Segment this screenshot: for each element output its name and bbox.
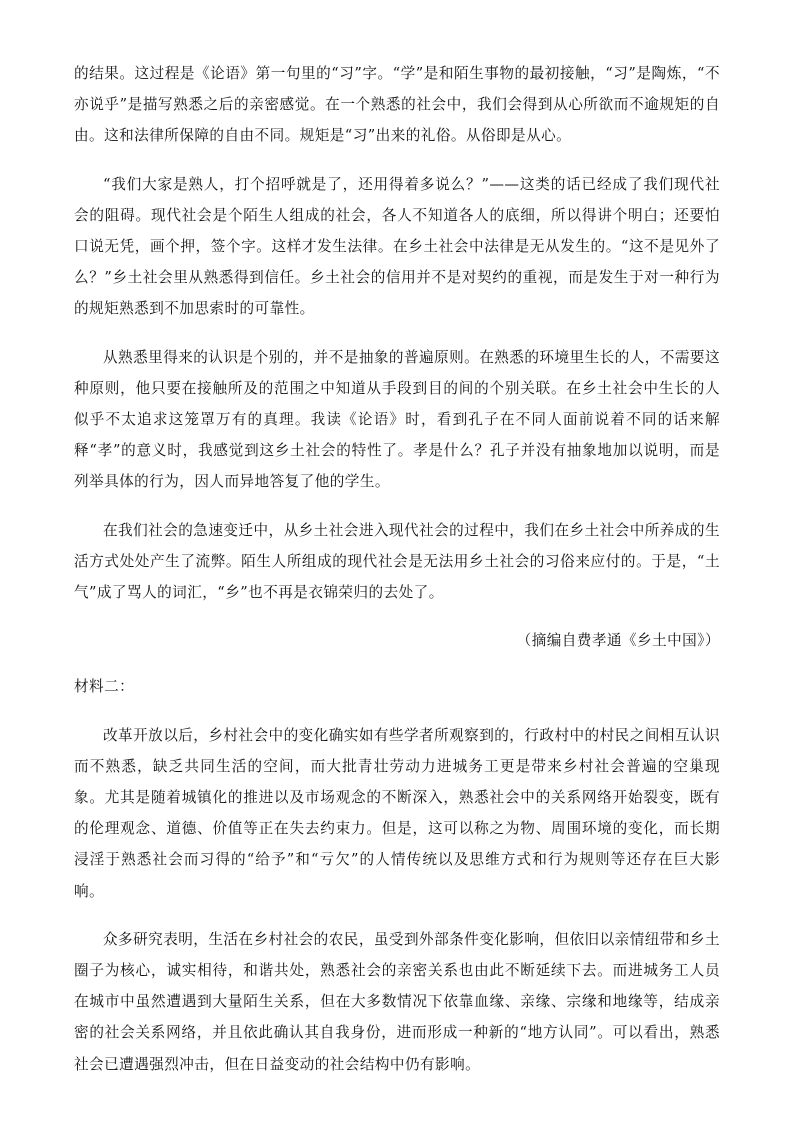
paragraph-social-change: 在我们社会的急速变迁中，从乡土社会进入现代社会的过程中，我们在乡土社会中所养成的生活方式处处产生了流弊。陌生人所组成的现代社会是无法用乡土社会的习俗来应付的。于是，“土气”成了骂人的词汇，“乡”也不再是衣锦荣归的去处了。: [74, 521, 720, 602]
paragraph-familiarity-knowledge: 从熟悉里得来的认识是个别的，并不是抽象的普遍原则。在熟悉的环境里生长的人，不需要这种原则，他只要在接触所及的范围之中知道从手段到目的间的个别关联。在乡土社会中生长的人似乎不太追求这笼罩万有的真理。我读《论语》时，看到孔子在不同人面前说着不同的话来解释“孝”的意义时，我感觉到这乡土社会的特性了。孝是什么？孔子并没有抽象地加以说明，而是列举具体的行为，因人而异地答复了他的学生。: [74, 348, 720, 491]
paragraph-research-findings: 众多研究表明，生活在乡村社会的农民，虽受到外部条件变化影响，但依旧以亲情纽带和乡土圈子为核心，诚实相待，和谐共处，熟悉社会的亲密关系也由此不断延续下去。而进城务工人员在城市中虽然遭遇到大量陌生关系，但在大多数情况下依靠血缘、亲缘、宗缘和地缘等，结成亲密的社会关系网络，并且依此确认其自我身份，进而形成一种新的“地方认同”。可以看出，熟悉社会已遭遇强烈冲击，但在日益变动的社会结构中仍有影响。: [74, 930, 720, 1073]
paragraph-continuation: 的结果。这过程是《论语》第一句里的“习”字。“学”是和陌生事物的最初接触，“习”是陶炼，“不亦说乎”是描写熟悉之后的亲密感觉。在一个熟悉的社会中，我们会得到从心所欲而不逾规矩的自由。这和法律所保障的自由不同。规矩是“习”出来的礼俗。从俗即是从心。: [74, 65, 720, 145]
paragraph-reform-opening: 改革开放以后，乡村社会中的变化确实如有些学者所观察到的，行政村中的村民之间相互认识而不熟悉，缺乏共同生活的空间，而大批青壮劳动力进城务工更是带来乡村社会普遍的空巢现象。尤其是随着城镇化的推进以及市场观念的不断深入，熟悉社会中的关系网络开始裂变，既有的伦理观念、道德、价值等正在失去约束力。但是，这可以称之为物、周围环境的变化，而长期浸淫于熟悉社会而习得的“给予”和“亏欠”的人情传统以及思维方式和行为规则等还存在巨大影响。: [74, 726, 720, 900]
source-citation: （摘编自费孝通《乡土中国》）: [516, 632, 720, 650]
document-page: [74, 58, 720, 1080]
material-two-label: 材料二：: [74, 678, 135, 696]
paragraph-acquaintances: “我们大家是熟人，打个招呼就是了，还用得着多说么？”——这类的话已经成了我们现代社会的阻碍。现代社会是个陌生人组成的社会，各人不知道各人的底细，所以得讲个明白；还要怕口说无凭，画个押，签个字。这样才发生法律。在乡土社会中法律是无从发生的。“这不是见外了么？”乡土社会里从熟悉得到信任。乡土社会的信用并不是对契约的重视，而是发生于对一种行为的规矩熟悉到不加思索时的可靠性。: [74, 175, 720, 318]
